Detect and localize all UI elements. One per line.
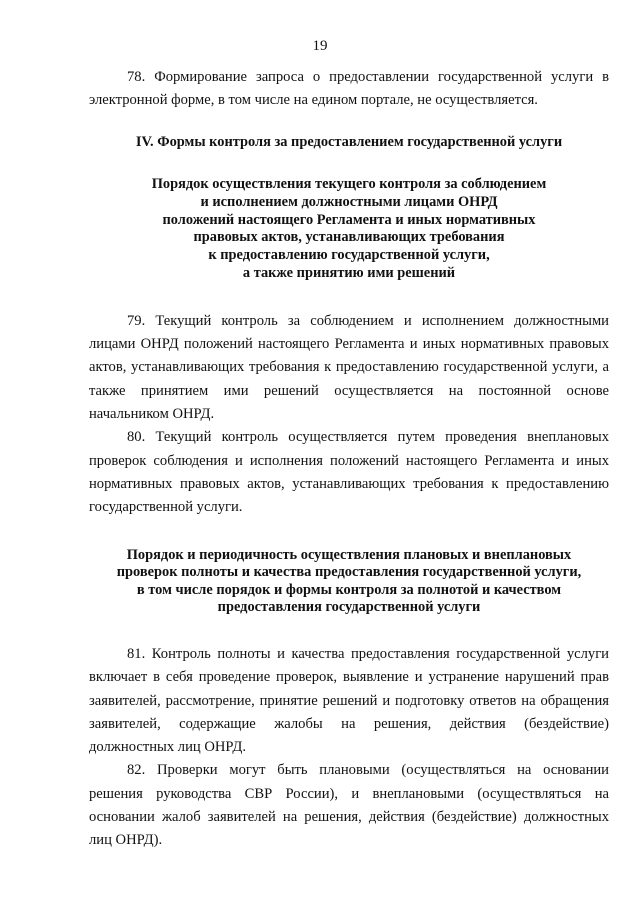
subheading-line: Порядок осуществления текущего контроля за соблюдением — [151, 176, 547, 193]
subheading-line: к предоставлению государственной услуги, — [208, 247, 490, 264]
paragraph-82: 82. Проверки могут быть плановыми (осуществляться на основании решения руководства СВР России), и внеплановыми (осуществляться на основании жалоб заявителей на решения, действия (бездействие) должностных лиц ОНРД). — [89, 762, 609, 849]
subheading-line: предоставления государственной услуги — [217, 599, 481, 616]
subheading-line: Порядок и периодичность осуществления плановых и внеплановых — [126, 546, 572, 563]
page-content — [89, 66, 609, 853]
paragraph-81: 81. Контроль полноты и качества предоставления государственной услуги включает в себя проведение проверок, выявление и устранение нарушений прав заявителей, рассмотрение, принятие решений и подготовку ответов на обращения заявителей, содержащие жалобы на решения, действия (бездействие) должностных лиц ОНРД. — [89, 645, 609, 756]
subheading-line: и исполнением должностными лицами ОНРД — [200, 193, 498, 210]
subheading-current-control — [89, 176, 609, 283]
paragraph-79: 79. Текущий контроль за соблюдением и исполнением должностными лицами ОНРД положений настоящего Регламента и иных нормативных правовых актов, устанавливающих требования к предоставлению государственной услуги, а также принятием ими решений осуществляется на постоянной основе начальником ОНРД. — [89, 312, 609, 423]
subheading-line: положений настоящего Регламента и иных нормативных — [162, 211, 536, 228]
subheading-line: проверок полноты и качества предоставления государственной услуги, — [116, 564, 582, 581]
subheading-line: в том числе порядок и формы контроля за полнотой и качеством — [136, 581, 562, 598]
page-number: 19 — [312, 38, 328, 54]
section-heading: IV. Формы контроля за предоставлением государственной услуги — [135, 133, 563, 150]
paragraph-80: 80. Текущий контроль осуществляется путем проведения внеплановых проверок соблюдения и исполнения положений настоящего Регламента и иных нормативных правовых актов, устанавливающих требования к предоставлению государственной услуги. — [89, 429, 609, 516]
subheading-line: а также принятию ими решений — [242, 265, 456, 282]
subheading-planned-checks — [89, 547, 609, 617]
subheading-line: правовых актов, устанавливающих требования — [193, 229, 505, 246]
paragraph-78: 78. Формирование запроса о предоставлении государственной услуги в электронной форме, в том числе на едином портале, не осуществляется. — [89, 69, 609, 109]
